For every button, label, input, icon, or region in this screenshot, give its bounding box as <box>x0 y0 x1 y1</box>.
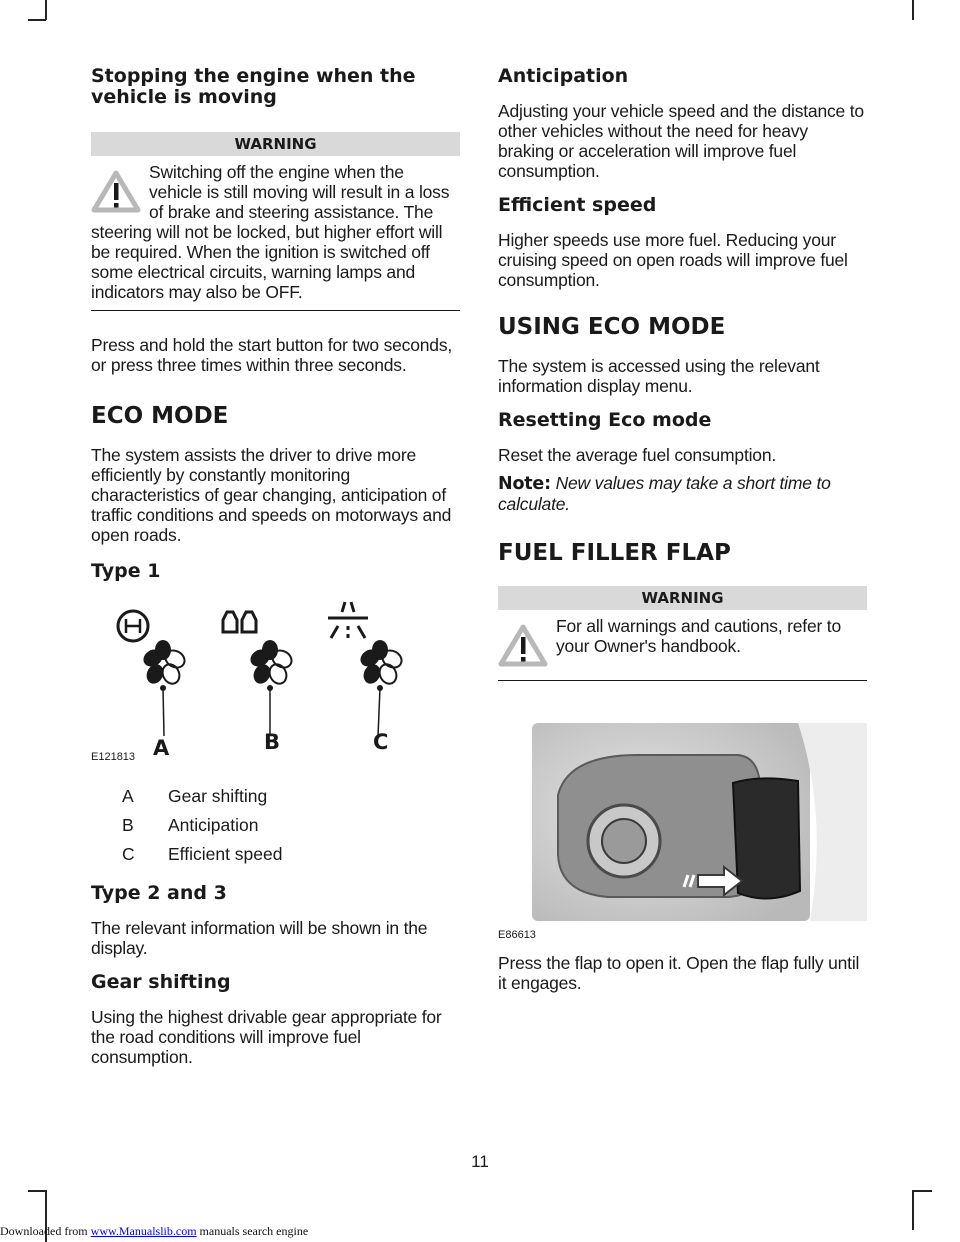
gear-heading: Gear shifting <box>91 971 231 993</box>
crop-mark <box>28 1190 46 1192</box>
anticipation-heading: Anticipation <box>498 65 629 87</box>
footer-suffix: manuals search engine <box>199 1224 309 1238</box>
footer-prefix: Downloaded from <box>0 1224 88 1238</box>
press-hold-text: Press and hold the start button for two seconds, or press three times within three seconds. <box>91 335 453 375</box>
efficient-text: Higher speeds use more fuel. Reducing your cruising speed on open roads will improve fuel consumption. <box>498 230 848 290</box>
warning-bar: WARNING <box>498 586 867 610</box>
figure-label-a: A <box>153 736 170 760</box>
open-road-icon <box>328 602 368 638</box>
note-text <box>498 473 867 514</box>
right-column <box>498 66 867 1007</box>
efficient-heading: Efficient speed <box>498 194 657 216</box>
legend-row <box>91 782 460 811</box>
eco-leaf-icon <box>140 640 187 736</box>
using-eco-heading: USING ECO MODE <box>498 314 726 340</box>
legend-key: C <box>122 844 135 864</box>
using-eco-text: The system is accessed using the relevant information display menu. <box>498 356 820 396</box>
fuel-flap-photo <box>498 715 867 925</box>
warning-rule <box>91 310 460 311</box>
warning-box <box>498 616 867 672</box>
flap-text: Press the flap to open it. Open the flap fully until it engages. <box>498 953 860 993</box>
left-column <box>91 66 460 1081</box>
legend-key: B <box>122 815 134 835</box>
eco-leaf-icon <box>247 640 294 736</box>
resetting-text: Reset the average fuel consumption. <box>498 445 777 465</box>
page-number: 11 <box>471 1152 489 1171</box>
gear-text: Using the highest drivable gear appropriate for the road conditions will improve fuel consumption. <box>91 1007 442 1067</box>
legend-row <box>91 811 460 840</box>
type23-heading: Type 2 and 3 <box>91 882 227 904</box>
resetting-heading: Resetting Eco mode <box>498 409 712 431</box>
crop-mark <box>45 0 47 20</box>
crop-mark <box>912 1190 914 1230</box>
warning-bar: WARNING <box>91 132 460 156</box>
legend-label: Gear shifting <box>168 786 268 806</box>
figure-label-c: C <box>373 730 389 754</box>
fuel-flap-figure <box>498 715 867 939</box>
figure-code: E86613 <box>498 929 536 941</box>
legend-key: A <box>122 786 134 806</box>
legend-label: Anticipation <box>168 815 259 835</box>
legend-list <box>91 782 460 869</box>
stop-heading: Stopping the engine when the vehicle is moving <box>91 65 416 108</box>
warning-text: For all warnings and cautions, refer to your Owner's handbook. <box>556 616 841 656</box>
gear-shift-icon <box>118 611 148 641</box>
legend-label: Efficient speed <box>168 844 283 864</box>
warning-box <box>91 162 460 302</box>
legend-row <box>91 840 460 869</box>
fuel-flap-heading: FUEL FILLER FLAP <box>498 540 731 566</box>
crop-mark <box>912 1190 932 1192</box>
type23-text: The relevant information will be shown in the display. <box>91 918 428 958</box>
warning-text: Switching off the engine when the vehicle is still moving will result in a loss of brake and steering assistance. The steering will not be locked, but higher effort will be required. When the ignition is switched off some electrical circuits, warning lamps and indicators may also be OFF. <box>91 162 450 302</box>
eco-mode-text: The system assists the driver to drive more efficiently by constantly monitoring characteristics of gear changing, anticipation of traffic conditions and speeds on motorways and open roads. <box>91 445 452 545</box>
eco-mode-heading: ECO MODE <box>91 403 229 429</box>
figure-label-b: B <box>264 730 281 754</box>
type1-heading: Type 1 <box>91 560 161 582</box>
crop-mark <box>912 0 914 20</box>
manualslib-link[interactable]: www.Manualslib.com <box>90 1224 197 1238</box>
note-label: Note: <box>498 474 551 494</box>
figure-code: E121813 <box>91 751 136 763</box>
eco-figure <box>91 588 460 768</box>
anticipation-text: Adjusting your vehicle speed and the distance to other vehicles without the need for heavy braking or acceleration will improve fuel consumption. <box>498 101 864 181</box>
crop-mark <box>28 19 46 21</box>
traffic-cars-icon <box>223 612 256 632</box>
warning-triangle-icon <box>498 624 548 668</box>
download-footer <box>0 1224 308 1239</box>
warning-rule <box>498 680 867 681</box>
note-body: New values may take a short time to calculate. <box>498 473 831 514</box>
eco-leaf-icon <box>357 640 404 736</box>
warning-triangle-icon <box>91 170 141 214</box>
